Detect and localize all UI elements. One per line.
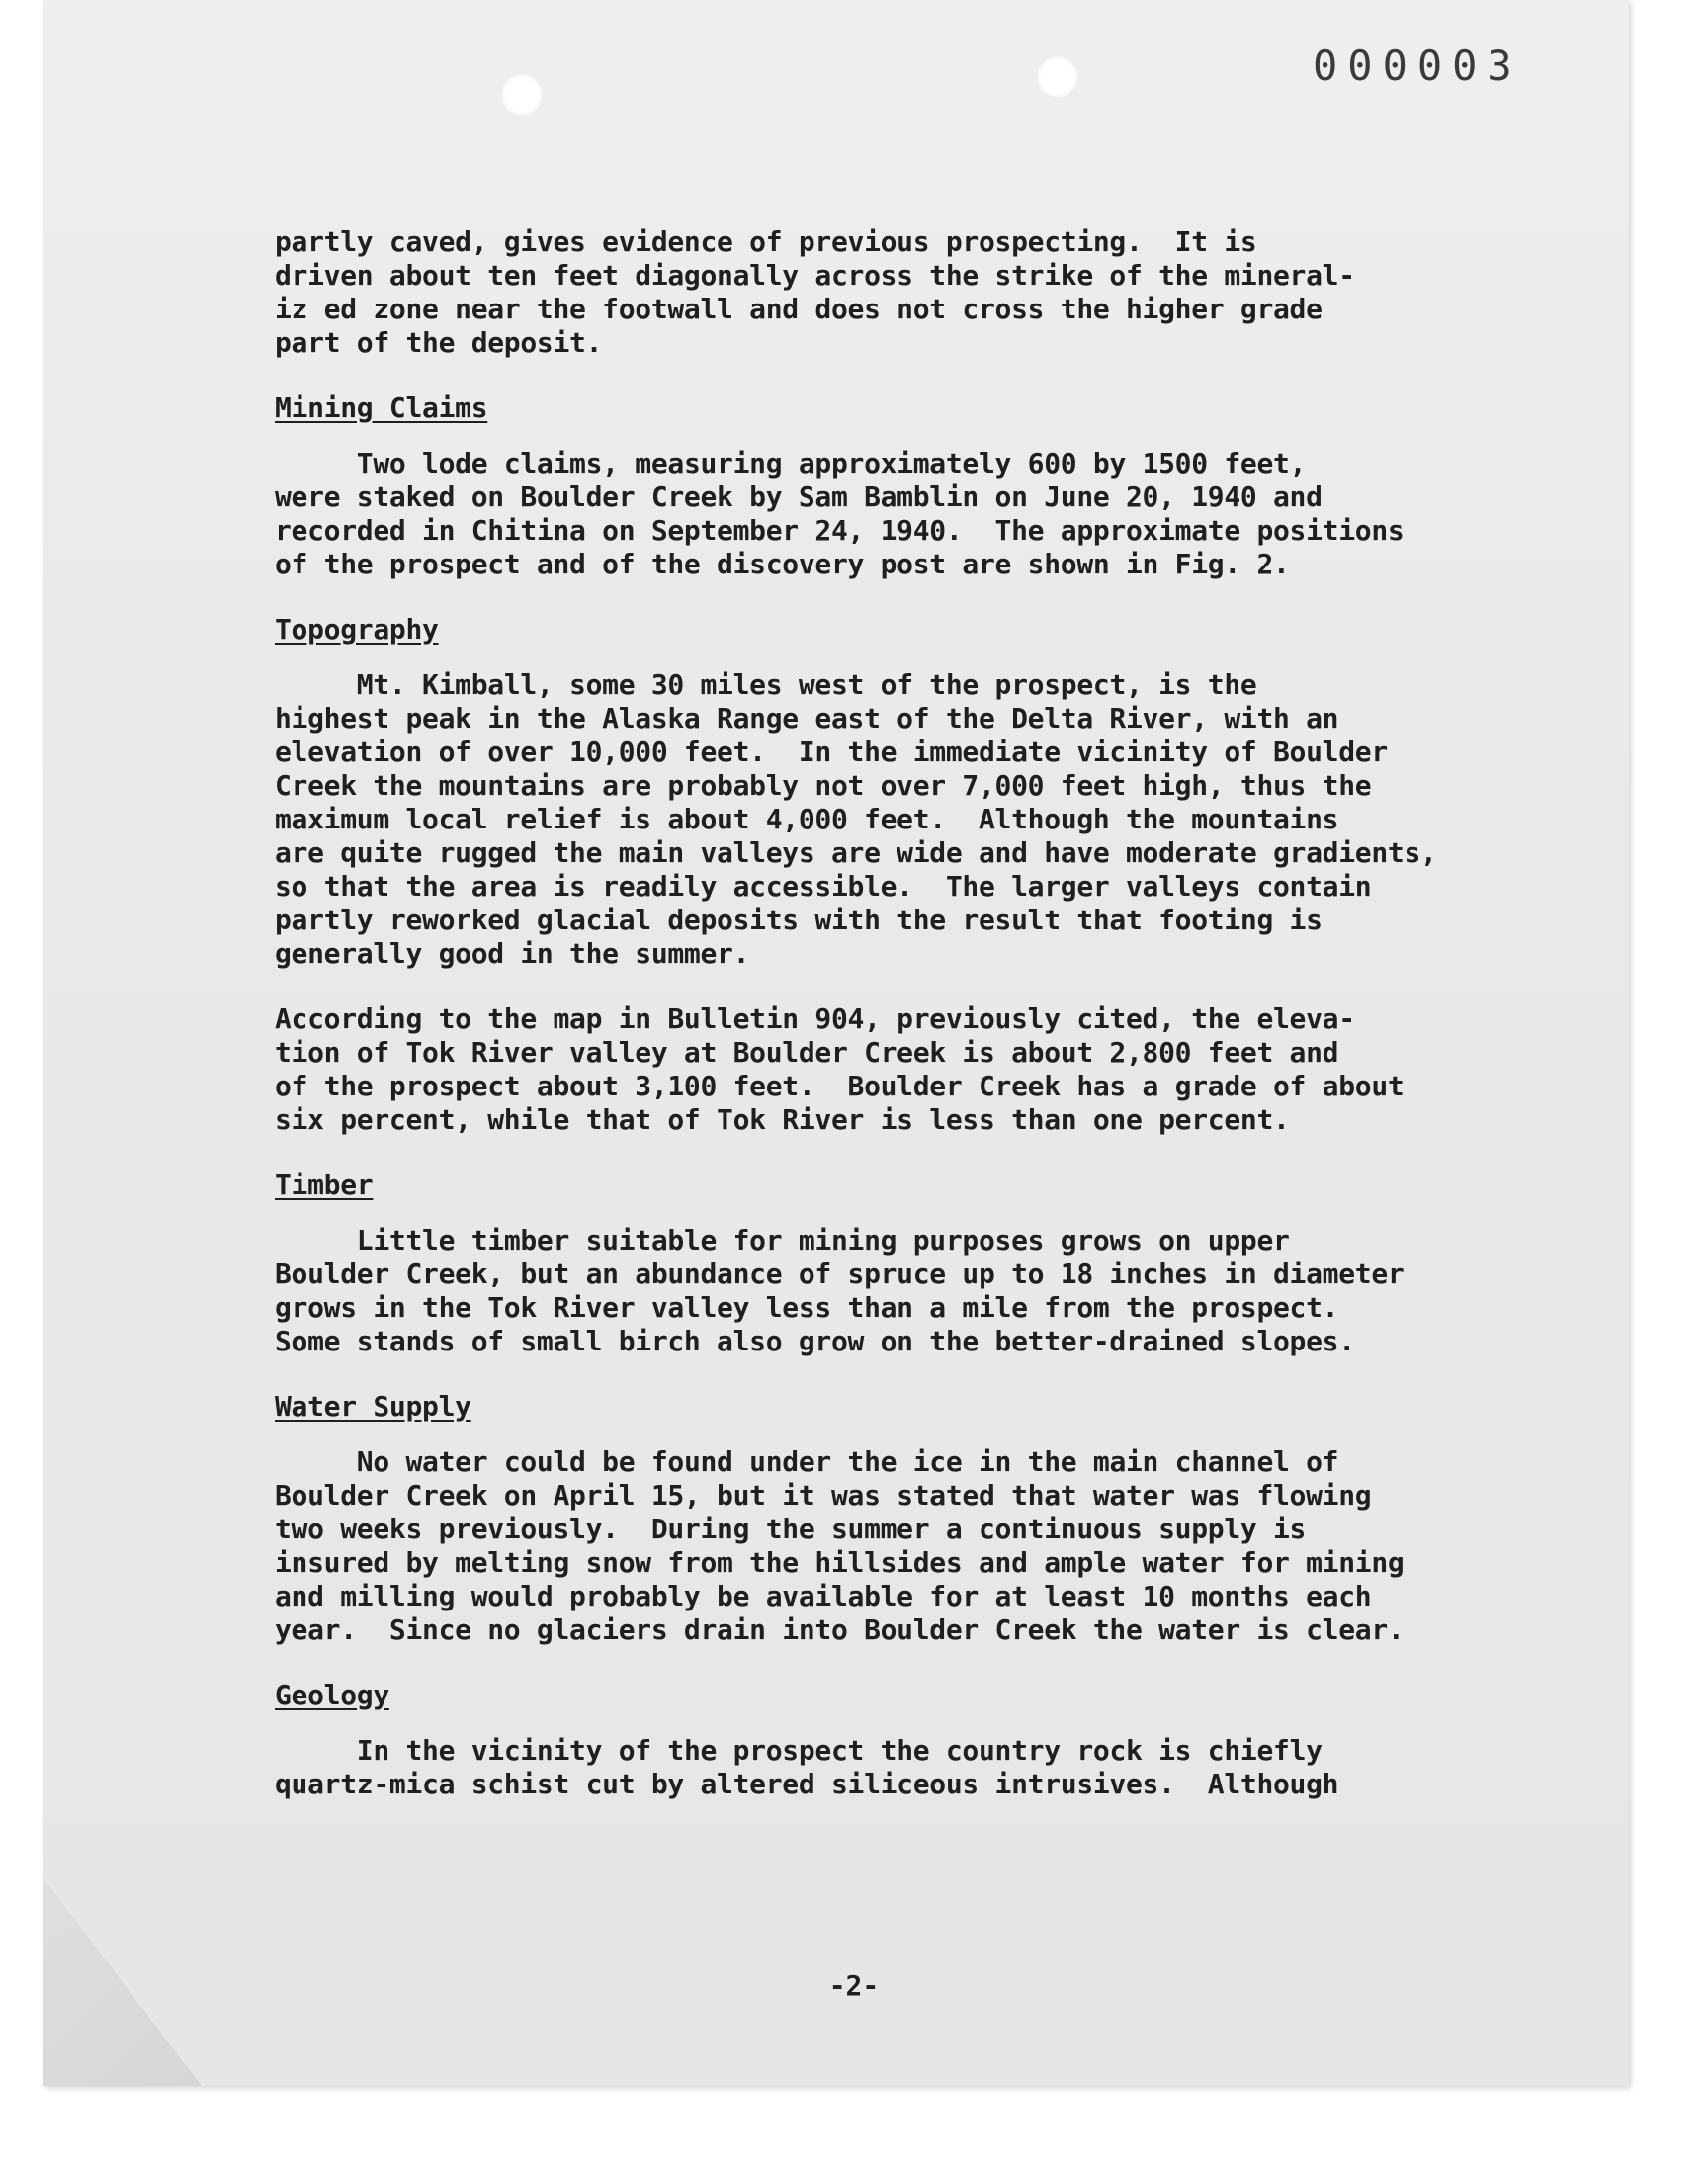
section-heading: Water Supply	[275, 1390, 471, 1423]
section-heading: Topography	[275, 613, 439, 646]
section-paragraph: No water could be found under the ice in the main channel of Boulder Creek on April 15, but it was stated that water was flowing two weeks previously. During the summer a continuous supply is insured by melting snow from the hillsides and ample water for mining and milling would probably be available for at least 10 months each year. Since no glaciers drain into Boulder Creek the water is clear.	[275, 1445, 1405, 1646]
section-timber	[275, 1169, 1461, 1358]
document-body	[275, 225, 1461, 1801]
punch-hole-right	[1036, 55, 1079, 99]
section-paragraph: Mt. Kimball, some 30 miles west of the prospect, is the highest peak in the Alaska Range east of the Delta River, with an elevation of over 10,000 feet. In the immediate vicinity of Boulder Creek the mountains are probably not over 7,000 feet high, thus the maximum local relief is about 4,000 feet. Although the mountains are quite rugged the main valleys are wide and have moderate gradients, so that the area is readily accessible. The larger valleys contain partly reworked glacial deposits with the result that footing is generally good in the summer.	[275, 668, 1437, 970]
section-paragraph: According to the map in Bulletin 904, previously cited, the eleva- tion of Tok River valley at Boulder Creek is about 2,800 feet and of the prospect about 3,100 feet. Boulder Creek has a grade of about six percent, while that of Tok River is less than one percent.	[275, 1002, 1405, 1136]
page-number: -2-	[828, 1969, 880, 2002]
section-heading: Timber	[275, 1169, 374, 1201]
section-geology	[275, 1679, 1461, 1801]
section-paragraph: In the vicinity of the prospect the country rock is chiefly quartz-mica schist cut by altered siliceous intrusives. Although	[275, 1734, 1339, 1800]
punch-hole-left	[500, 73, 544, 117]
section-heading: Geology	[275, 1679, 389, 1711]
intro-paragraph: partly caved, gives evidence of previous prospecting. It is driven about ten feet diagonally across the strike of the mineral- iz ed zone near the footwall and does not cross the higher grade part of the deposit.	[275, 225, 1355, 359]
section-water-supply	[275, 1390, 1461, 1647]
section-heading: Mining Claims	[275, 392, 488, 424]
section-topography	[275, 613, 1461, 1137]
document-stamp-number: 000003	[1313, 42, 1522, 90]
section-paragraph: Two lode claims, measuring approximately 600 by 1500 feet, were staked on Boulder Creek by Sam Bamblin on June 20, 1940 and recorded in Chitina on September 24, 1940. The approximate positions of the prospect and of the discovery post are shown in Fig. 2.	[275, 447, 1405, 580]
section-paragraph: Little timber suitable for mining purposes grows on upper Boulder Creek, but an abundance of spruce up to 18 inches in diameter grows in the Tok River valley less than a mile from the prospect. Some stands of small birch also grow on the better-drained slopes.	[275, 1224, 1405, 1357]
section-mining-claims	[275, 392, 1461, 581]
